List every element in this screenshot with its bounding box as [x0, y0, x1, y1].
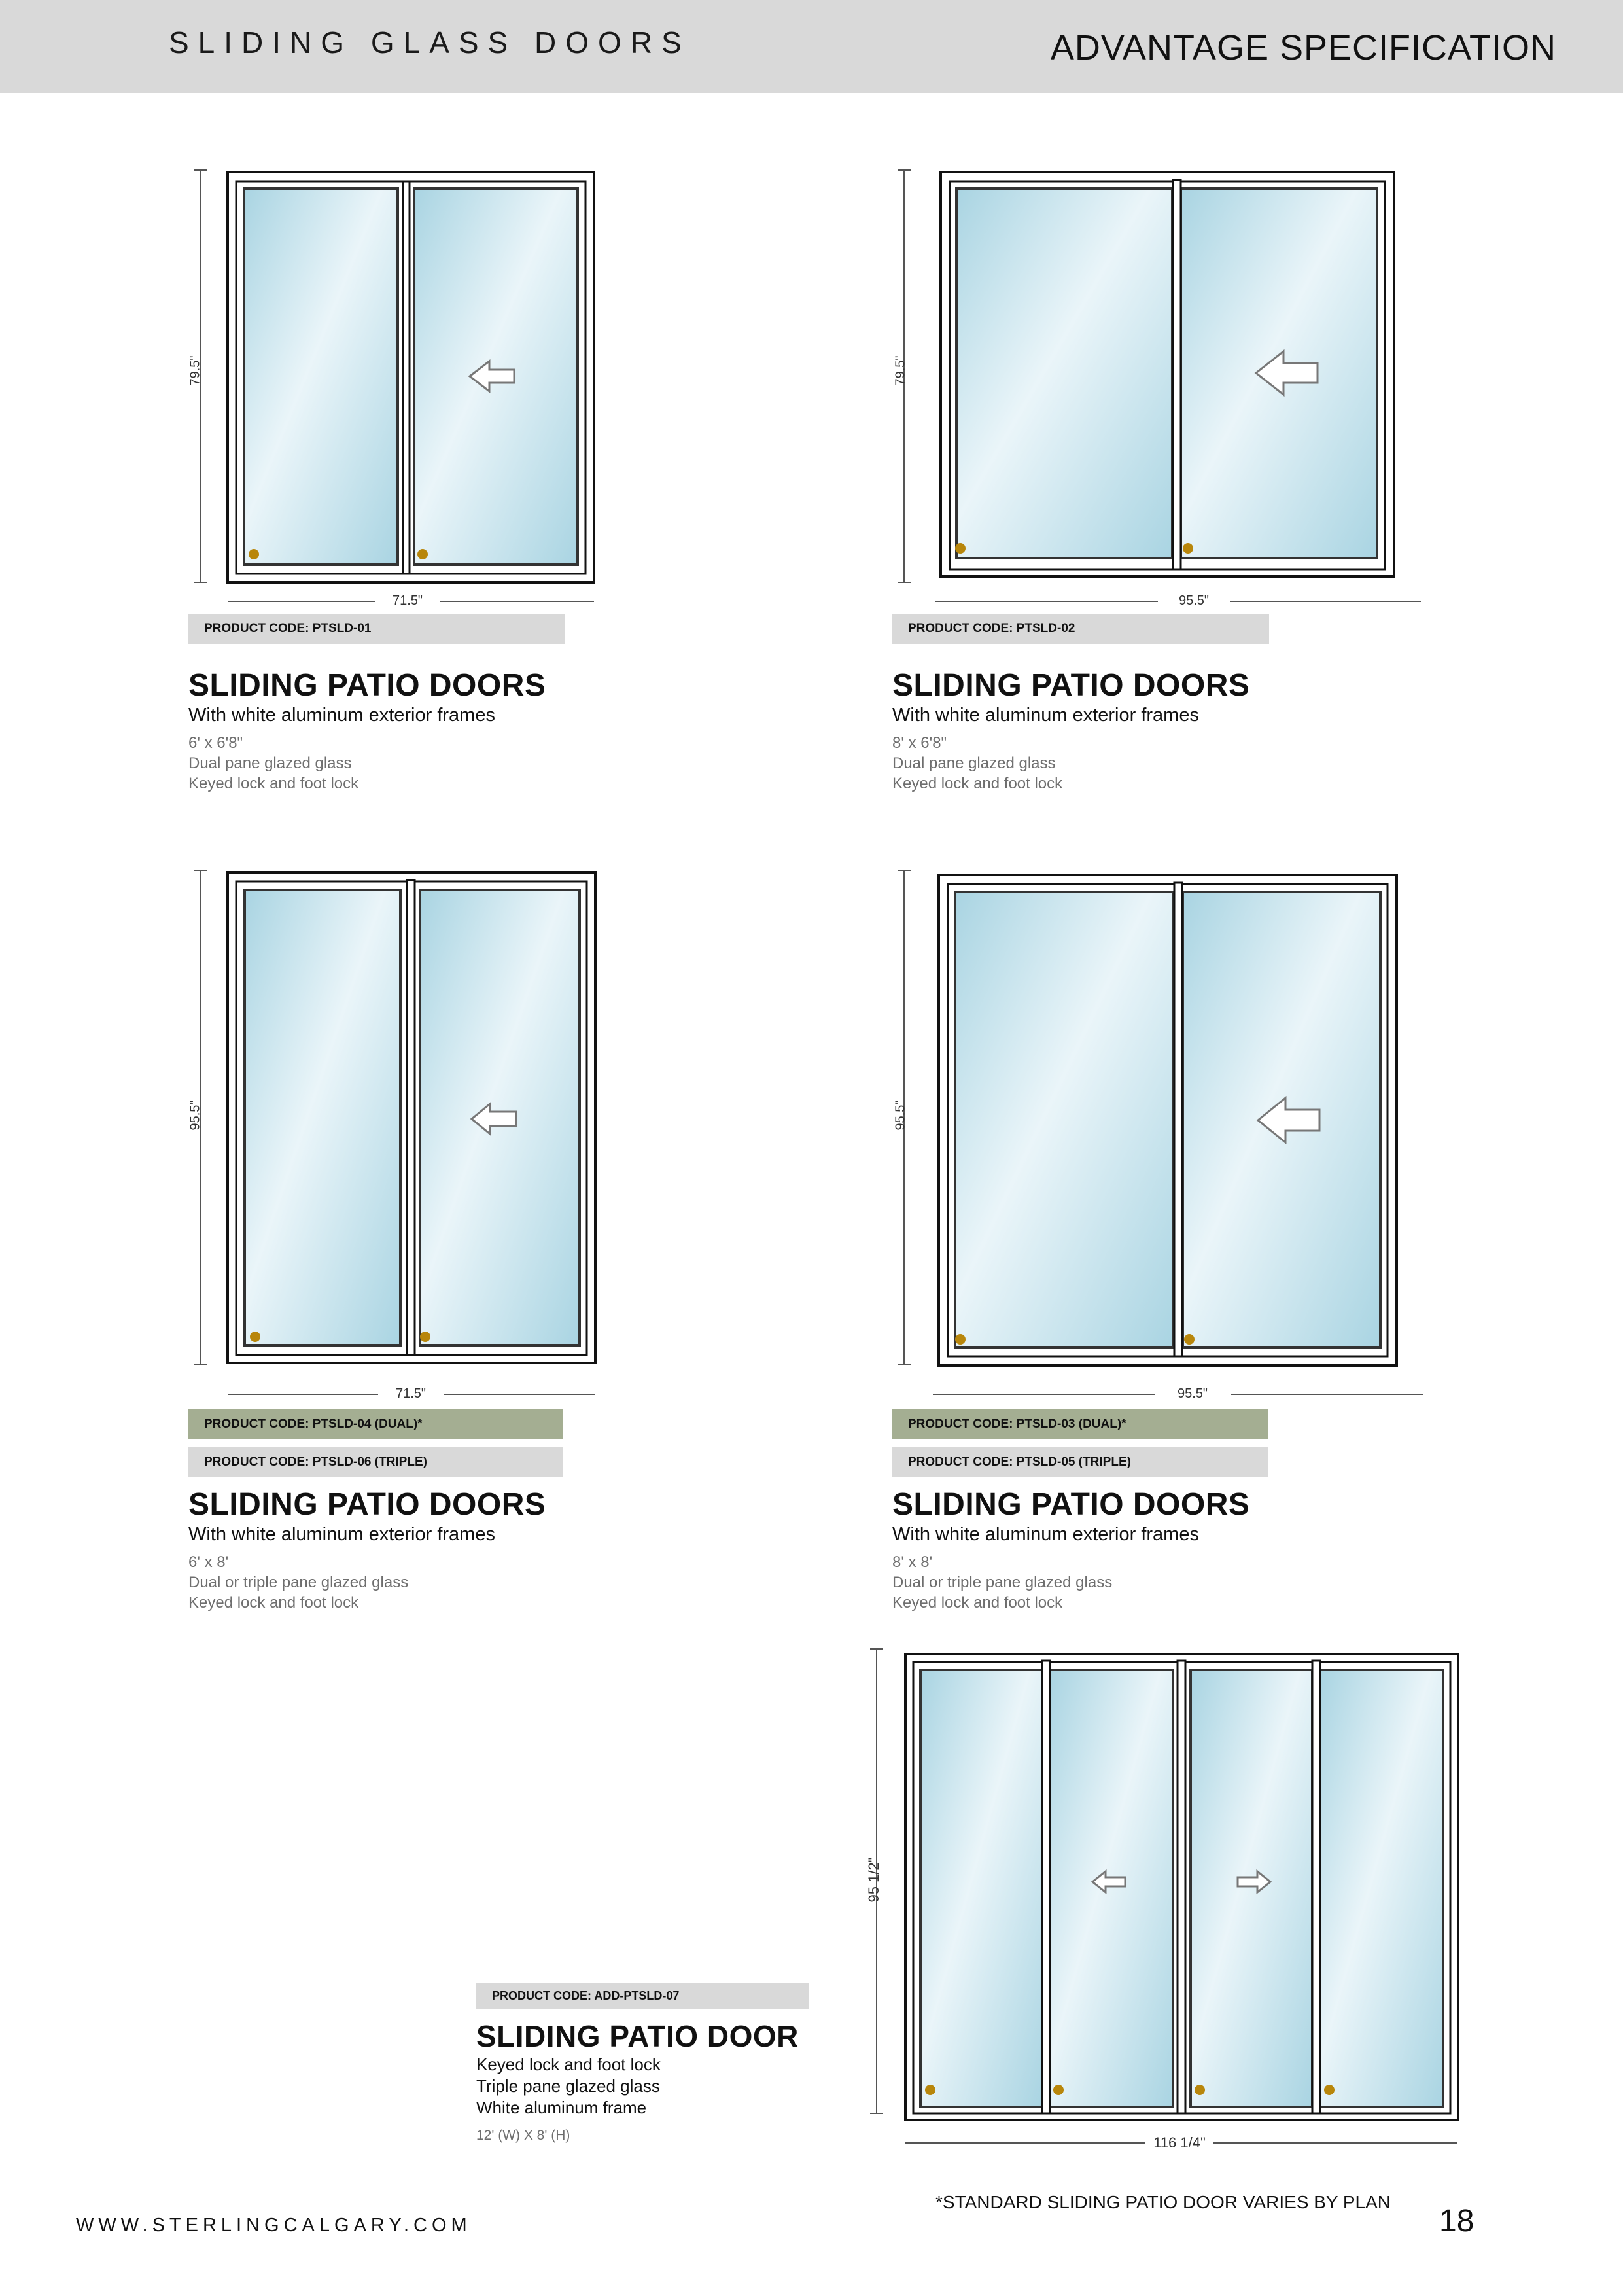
spec-size: 6' x 8' — [188, 1553, 229, 1571]
product-title: SLIDING PATIO DOOR — [476, 2019, 799, 2053]
product-subtitle: With white aluminum exterior frames — [892, 1524, 1199, 1545]
product-block-ptsld-02 — [892, 667, 1249, 794]
product-block-ptsld-01 — [188, 667, 546, 794]
product-subtitle: With white aluminum exterior frames — [892, 705, 1199, 726]
product-title: SLIDING PATIO DOORS — [892, 668, 1250, 703]
height-dimension-label: 95 1/2" — [865, 1857, 882, 1903]
footnote: *STANDARD SLIDING PATIO DOOR VARIES BY PLAN — [935, 2192, 1391, 2212]
product-title: SLIDING PATIO DOORS — [188, 668, 546, 703]
category-title: SLIDING GLASS DOORS — [169, 26, 691, 60]
product-block-ptsld-03-05 — [892, 1487, 1249, 1613]
door-drawing-ptsld-04-06 — [188, 867, 607, 1404]
page-header — [0, 0, 1623, 93]
product-block-ptsld-04-06 — [188, 1487, 546, 1613]
product-title: SLIDING PATIO DOORS — [892, 1487, 1250, 1522]
height-dimension-label: 95.5" — [188, 1100, 203, 1131]
feature-lock: Keyed lock and foot lock — [476, 2055, 661, 2074]
product-block-add-ptsld-07 — [476, 2019, 799, 2146]
spec-lock: Keyed lock and foot lock — [188, 1594, 359, 1612]
spec-lock: Keyed lock and foot lock — [188, 775, 359, 792]
width-dimension-label: 116 1/4" — [1153, 2134, 1206, 2151]
door-drawing-ptsld-01 — [188, 167, 607, 615]
spec-glass: Dual or triple pane glazed glass — [188, 1574, 409, 1591]
spec-size: 12' (W) X 8' (H) — [476, 2128, 570, 2143]
spec-size: 8' x 6'8" — [892, 734, 947, 752]
spec-lock: Keyed lock and foot lock — [892, 775, 1063, 792]
spec-lock: Keyed lock and foot lock — [892, 1594, 1063, 1612]
spec-glass: Dual pane glazed glass — [892, 754, 1056, 772]
product-code-bar-dual: PRODUCT CODE: PTSLD-03 (DUAL)* — [892, 1409, 1268, 1439]
width-dimension-label: 71.5" — [395, 1386, 427, 1401]
feature-frame: White aluminum frame — [476, 2098, 647, 2117]
product-code-bar-dual: PRODUCT CODE: PTSLD-04 (DUAL)* — [188, 1409, 563, 1439]
door-drawing-ptsld-03-05 — [890, 867, 1426, 1404]
product-title: SLIDING PATIO DOORS — [188, 1487, 546, 1522]
door-drawing-add-ptsld-07 — [857, 1642, 1472, 2159]
section-title: ADVANTAGE SPECIFICATION — [1050, 28, 1556, 67]
width-dimension-label: 71.5" — [392, 593, 423, 608]
width-dimension-label: 95.5" — [1177, 1386, 1208, 1401]
product-code-bar-triple: PRODUCT CODE: PTSLD-05 (TRIPLE) — [892, 1447, 1268, 1477]
height-dimension-label: 95.5" — [893, 1100, 908, 1131]
spec-size: 8' x 8' — [892, 1553, 933, 1571]
product-code-bar: PRODUCT CODE: PTSLD-01 — [188, 614, 565, 644]
page-number: 18 — [1439, 2204, 1475, 2238]
height-dimension-label: 79.5" — [188, 355, 203, 386]
product-subtitle: With white aluminum exterior frames — [188, 705, 495, 726]
product-code-bar-triple: PRODUCT CODE: PTSLD-06 (TRIPLE) — [188, 1447, 563, 1477]
width-dimension-label: 95.5" — [1178, 593, 1210, 608]
product-code-bar: PRODUCT CODE: ADD-PTSLD-07 — [476, 1983, 809, 2009]
spec-glass: Dual or triple pane glazed glass — [892, 1574, 1113, 1591]
website-link[interactable]: WWW.STERLINGCALGARY.COM — [76, 2215, 472, 2236]
door-drawing-ptsld-02 — [890, 167, 1426, 615]
spec-glass: Dual pane glazed glass — [188, 754, 352, 772]
feature-glass: Triple pane glazed glass — [476, 2076, 660, 2096]
product-code-bar: PRODUCT CODE: PTSLD-02 — [892, 614, 1269, 644]
height-dimension-label: 79.5" — [893, 355, 908, 386]
spec-size: 6' x 6'8" — [188, 734, 243, 752]
product-subtitle: With white aluminum exterior frames — [188, 1524, 495, 1545]
